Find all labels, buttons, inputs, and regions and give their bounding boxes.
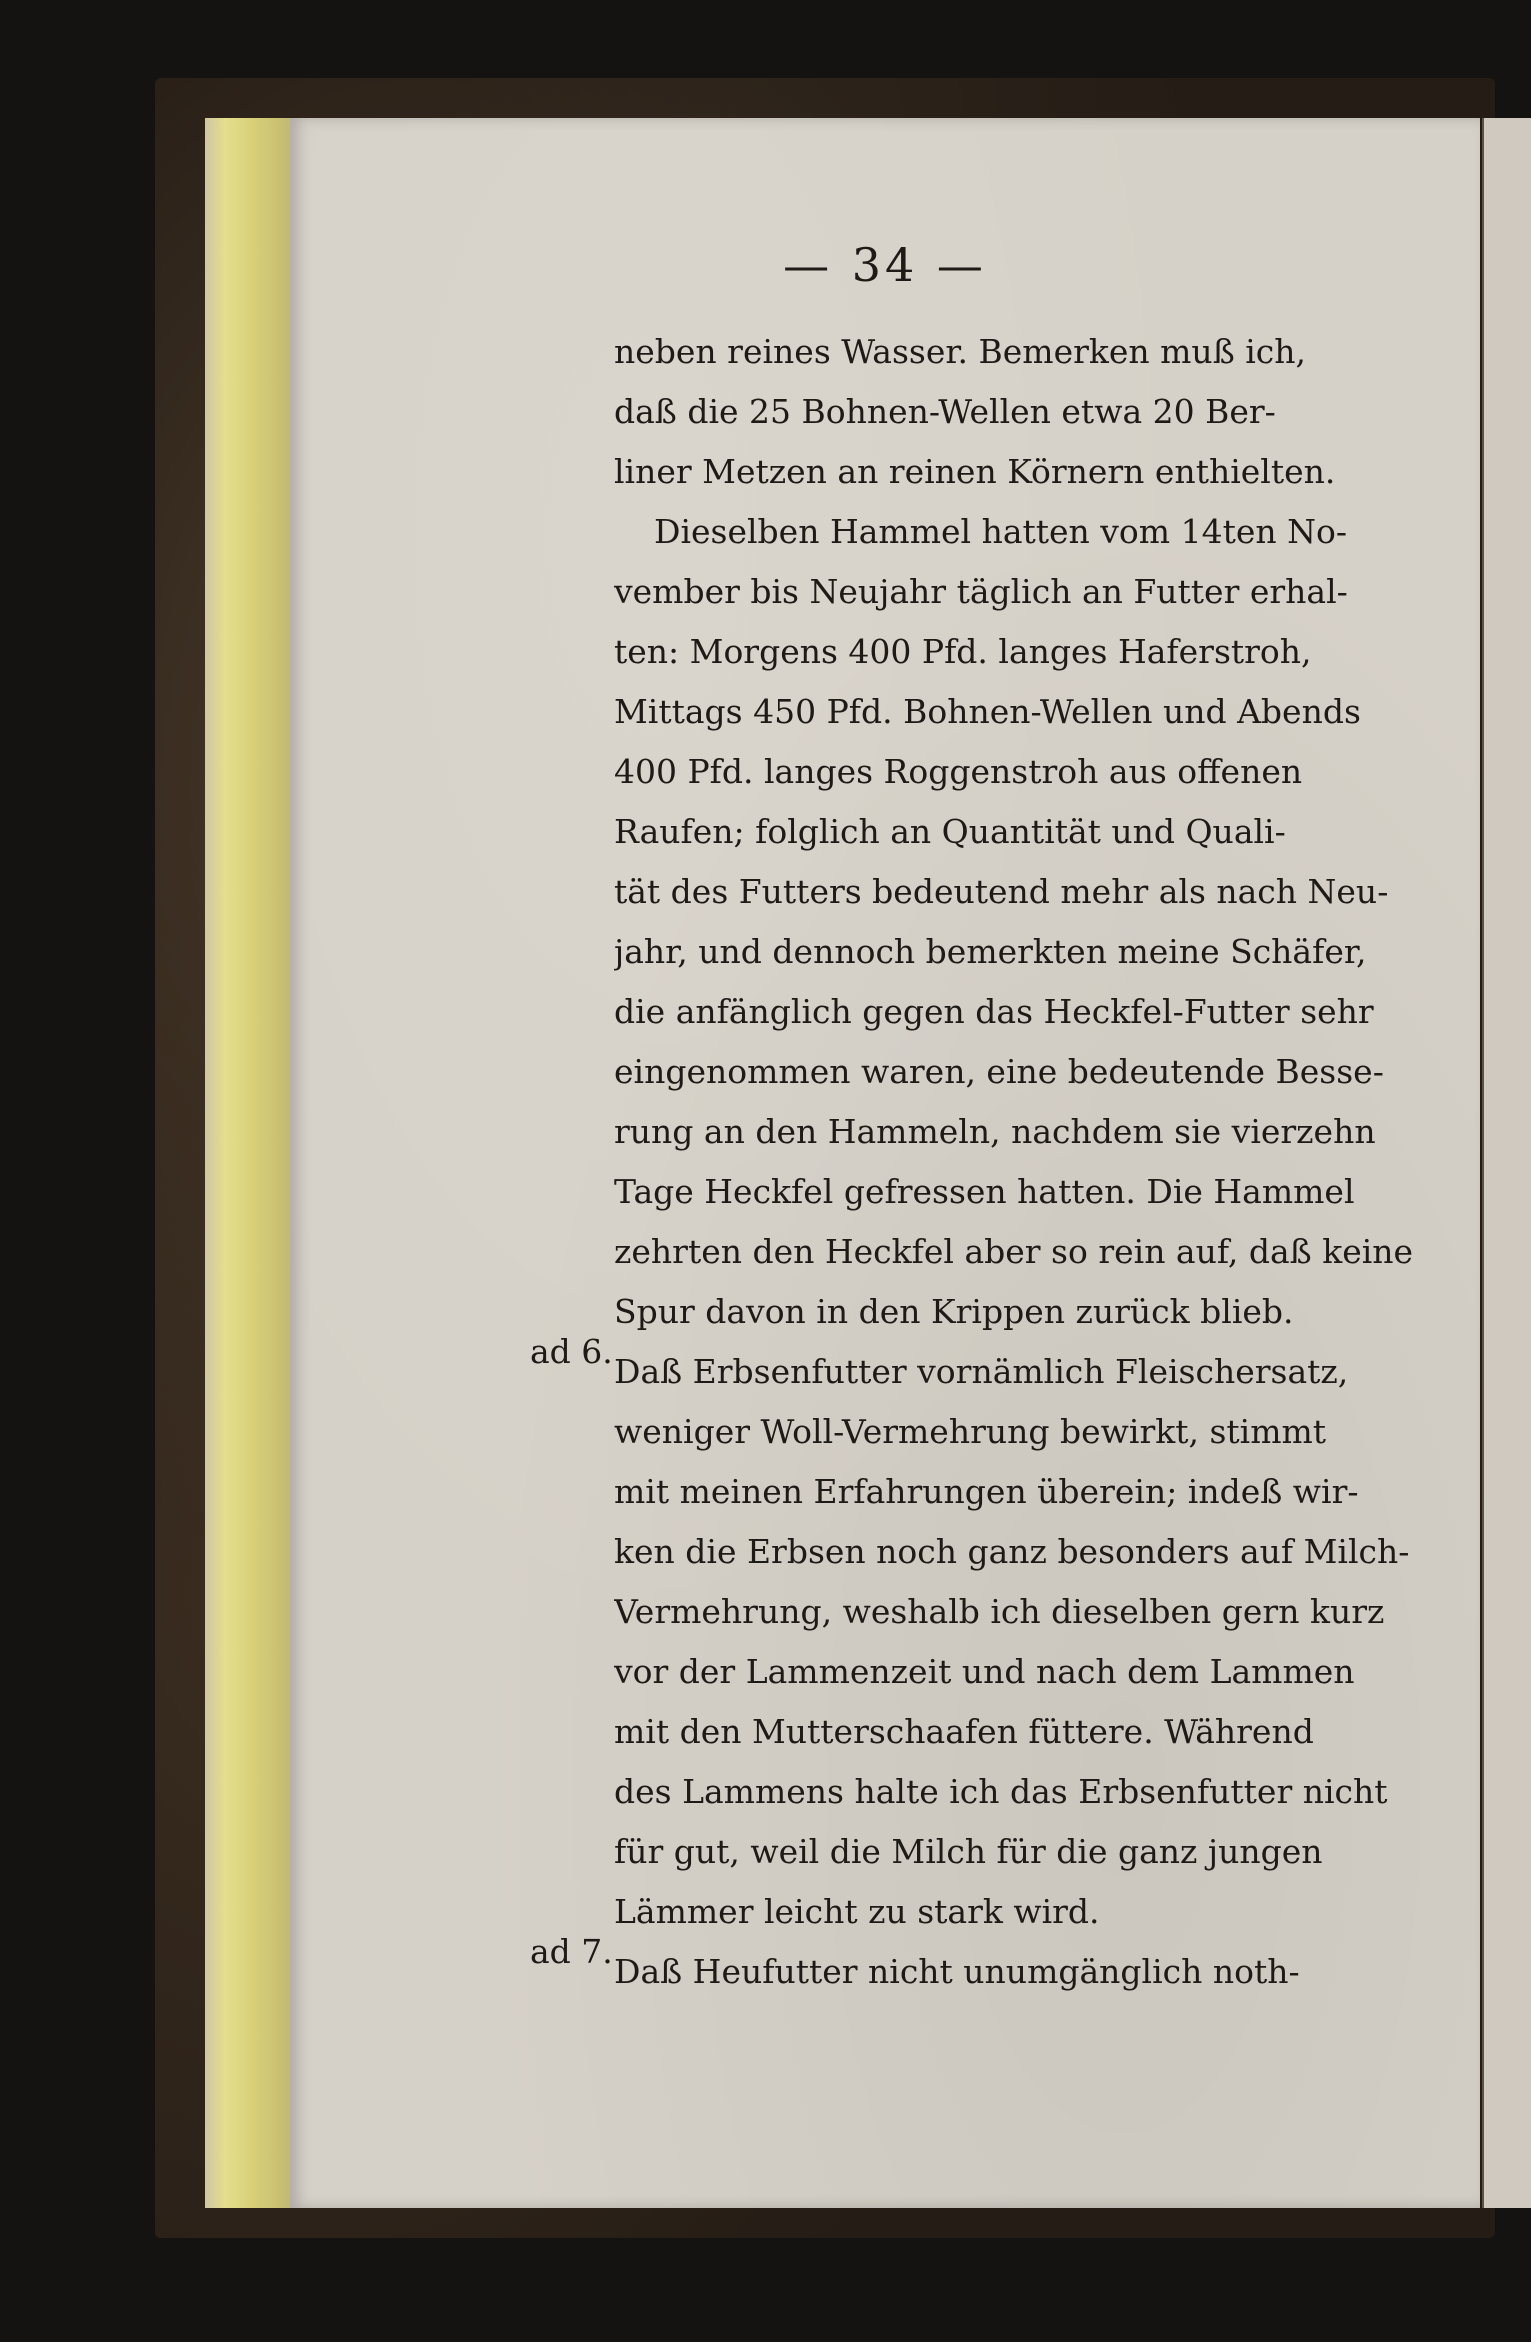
text-line: vor der Lammenzeit und nach dem Lammen	[614, 1652, 1355, 1691]
text-line: daß die 25 Bohnen-Wellen etwa 20 Ber-	[614, 392, 1276, 431]
text-line: mit meinen Erfahrungen überein; indeß wir-	[614, 1472, 1359, 1511]
text-line: Spur davon in den Krippen zurück blieb.	[614, 1292, 1294, 1331]
text-line: Daß Erbsenfutter vornämlich Fleischersatz,	[614, 1352, 1349, 1391]
text-line: vember bis Neujahr täglich an Futter erhal-	[614, 572, 1348, 611]
text-line: Daß Heufutter nicht unumgänglich noth-	[614, 1952, 1300, 1991]
body-text	[614, 322, 1434, 2002]
text-line: mit den Mutterschaafen füttere. Während	[614, 1712, 1314, 1751]
text-line: jahr, und dennoch bemerkten meine Schäfer,	[614, 932, 1367, 971]
page-number: — 34 —	[783, 238, 987, 292]
item-label-ad-6: ad 6.	[530, 1332, 613, 1371]
text-line: des Lammens halte ich das Erbsenfutter nicht	[614, 1772, 1388, 1811]
text-line: ken die Erbsen noch ganz besonders auf Milch-	[614, 1532, 1410, 1571]
text-line: ten: Morgens 400 Pfd. langes Haferstroh,	[614, 632, 1312, 671]
text-line: neben reines Wasser. Bemerken muß ich,	[614, 332, 1307, 371]
text-line: Dieselben Hammel hatten vom 14ten No-	[654, 512, 1347, 551]
text-line: Tage Heckfel gefressen hatten. Die Hammel	[614, 1172, 1355, 1211]
text-line: Lämmer leicht zu stark wird.	[614, 1892, 1100, 1931]
text-line: für gut, weil die Milch für die ganz jungen	[614, 1832, 1323, 1871]
text-line: Mittags 450 Pfd. Bohnen-Wellen und Abends	[614, 692, 1361, 731]
text-line: 400 Pfd. langes Roggenstroh aus offenen	[614, 752, 1303, 791]
text-line: rung an den Hammeln, nachdem sie vierzehn	[614, 1112, 1376, 1151]
text-line: weniger Woll-Vermehrung bewirkt, stimmt	[614, 1412, 1327, 1451]
text-line: tät des Futters bedeutend mehr als nach Neu-	[614, 872, 1389, 911]
facing-page-edge	[1482, 118, 1531, 2208]
text-line: Vermehrung, weshalb ich dieselben gern kurz	[614, 1592, 1385, 1631]
text-line: eingenommen waren, eine bedeutende Besse-	[614, 1052, 1384, 1091]
text-line: Raufen; folglich an Quantität und Quali-	[614, 812, 1286, 851]
item-label-ad-7: ad 7.	[530, 1932, 613, 1971]
text-line: zehrten den Heckfel aber so rein auf, daß keine	[614, 1232, 1414, 1271]
text-line: liner Metzen an reinen Körnern enthielten.	[614, 452, 1336, 491]
text-line: die anfänglich gegen das Heckfel-Futter sehr	[614, 992, 1374, 1031]
